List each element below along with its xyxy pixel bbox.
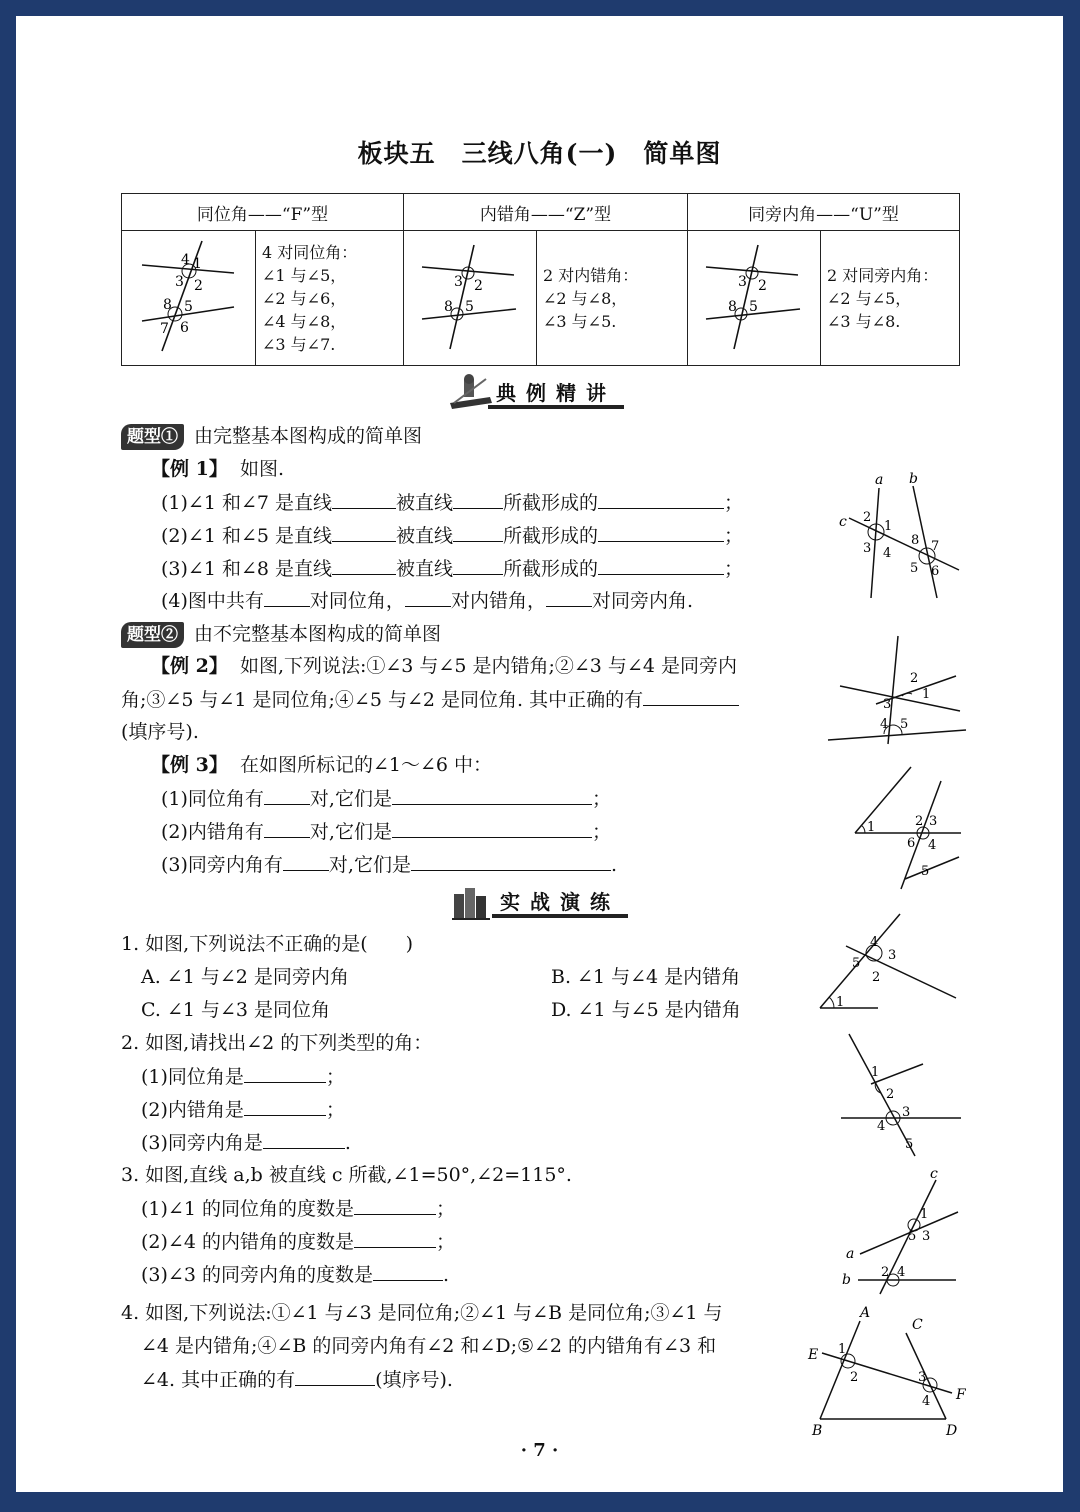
svg-text:4: 4 bbox=[883, 546, 892, 561]
problem1-stem: 1. 如图,下列说法不正确的是( ) bbox=[121, 933, 414, 955]
figure-problem-1 bbox=[820, 914, 956, 1010]
svg-text:4: 4 bbox=[877, 1119, 886, 1134]
banner-underline bbox=[492, 914, 628, 918]
svg-text:8: 8 bbox=[163, 297, 172, 313]
ex1-q2: (2)∠1 和∠5 是直线 被直线 所截形成的 ； bbox=[161, 525, 744, 547]
svg-text:5: 5 bbox=[910, 561, 919, 576]
figure-problem-2 bbox=[841, 1034, 961, 1156]
ex3-q2: (2)内错角有 对,它们是 ； bbox=[161, 821, 611, 843]
worksheet-page bbox=[16, 16, 1063, 1492]
svg-text:3: 3 bbox=[922, 1229, 931, 1244]
svg-text:5: 5 bbox=[921, 864, 930, 879]
problem1-option-d: D. ∠1 与∠5 是内错角 bbox=[551, 999, 741, 1021]
svg-text:F: F bbox=[956, 1387, 966, 1403]
svg-text:3: 3 bbox=[902, 1105, 911, 1120]
svg-text:B: B bbox=[812, 1423, 823, 1439]
problem4-line3: ∠4. 其中正确的有 (填序号). bbox=[141, 1369, 453, 1391]
svg-text:2: 2 bbox=[872, 970, 881, 985]
banner-examples bbox=[446, 373, 636, 413]
svg-text:E: E bbox=[808, 1347, 819, 1363]
svg-text:4: 4 bbox=[880, 717, 889, 732]
type1-heading: 题型① 由完整基本图构成的简单图 bbox=[121, 424, 422, 450]
svg-text:3: 3 bbox=[929, 814, 938, 829]
problem4-line2: ∠4 是内错角;④∠B 的同旁内角有∠2 和∠D;⑤∠2 的内错角有∠3 和 bbox=[141, 1335, 717, 1357]
ex3-q3: (3)同旁内角有 对,它们是 . bbox=[161, 854, 618, 876]
svg-text:1: 1 bbox=[867, 820, 876, 835]
banner-examples-text: 典例精讲 bbox=[496, 381, 616, 405]
svg-text:A: A bbox=[860, 1305, 871, 1321]
svg-text:3: 3 bbox=[863, 541, 872, 556]
svg-text:3: 3 bbox=[918, 1370, 927, 1385]
ex2-line3: (填序号). bbox=[121, 721, 199, 743]
svg-text:5: 5 bbox=[465, 299, 474, 315]
svg-text:2: 2 bbox=[915, 814, 924, 829]
ex1-q4: (4)图中共有 对同位角， 对内错角， 对同旁内角. bbox=[161, 590, 693, 612]
figure-z-type bbox=[404, 231, 537, 366]
ex2-line1: 【例 2】 如图,下列说法:①∠3 与∠5 是内错角;②∠3 与∠4 是同旁内 bbox=[151, 655, 737, 677]
books-icon bbox=[450, 882, 494, 922]
problem1-option-c: C. ∠1 与∠3 是同位角 bbox=[141, 999, 331, 1021]
angle-types-table bbox=[121, 193, 960, 366]
svg-text:1: 1 bbox=[871, 1065, 880, 1080]
svg-text:5: 5 bbox=[905, 1137, 914, 1152]
ex1-q3: (3)∠1 和∠8 是直线 被直线 所截形成的 ； bbox=[161, 558, 744, 580]
problem2-stem: 2. 如图,请找出∠2 的下列类型的角： bbox=[121, 1032, 433, 1054]
svg-text:3: 3 bbox=[738, 274, 747, 290]
svg-text:b: b bbox=[842, 1272, 851, 1288]
problem3-q3: (3)∠3 的同旁内角的度数是 . bbox=[141, 1264, 450, 1286]
svg-text:8: 8 bbox=[728, 299, 737, 315]
problem2-q1: (1)同位角是 ； bbox=[141, 1066, 345, 1088]
svg-text:4: 4 bbox=[922, 1394, 931, 1409]
figure-f-type bbox=[122, 231, 256, 366]
problem3-stem: 3. 如图,直线 a,b 被直线 c 所截,∠1=50°,∠2=115°. bbox=[121, 1164, 572, 1186]
svg-text:b: b bbox=[909, 471, 918, 487]
svg-text:6: 6 bbox=[931, 564, 940, 579]
svg-text:a: a bbox=[875, 472, 884, 488]
ex1-intro: 【例 1】 如图. bbox=[151, 458, 284, 480]
svg-text:2: 2 bbox=[194, 278, 203, 294]
svg-text:4: 4 bbox=[870, 935, 879, 950]
banner-practice bbox=[450, 882, 640, 922]
banner-practice-text: 实战演练 bbox=[500, 890, 620, 914]
svg-text:2: 2 bbox=[910, 671, 919, 686]
svg-text:a: a bbox=[846, 1246, 855, 1262]
problem2-q2: (2)内错角是 ； bbox=[141, 1099, 345, 1121]
svg-text:7: 7 bbox=[160, 321, 169, 337]
svg-text:5: 5 bbox=[900, 717, 909, 732]
svg-text:2: 2 bbox=[886, 1087, 895, 1102]
svg-text:1: 1 bbox=[838, 1342, 847, 1357]
svg-text:2: 2 bbox=[881, 1265, 890, 1280]
svg-text:1: 1 bbox=[884, 519, 893, 534]
svg-text:c: c bbox=[839, 514, 847, 530]
svg-text:D: D bbox=[946, 1423, 958, 1439]
svg-text:5: 5 bbox=[852, 956, 861, 971]
svg-text:c: c bbox=[930, 1166, 938, 1182]
banner-underline bbox=[488, 405, 624, 409]
problem4-line1: 4. 如图,下列说法:①∠1 与∠3 是同位角;②∠1 与∠B 是同位角;③∠1 与 bbox=[121, 1302, 723, 1324]
figure-example-3 bbox=[855, 767, 961, 889]
svg-text:4: 4 bbox=[897, 1265, 906, 1280]
problem1-option-b: B. ∠1 与∠4 是内错角 bbox=[551, 966, 741, 988]
svg-text:5: 5 bbox=[749, 299, 758, 315]
figure-example-2 bbox=[828, 636, 966, 744]
figure-problem-4 bbox=[807, 1305, 966, 1439]
svg-text:5: 5 bbox=[184, 299, 193, 315]
svg-text:5: 5 bbox=[908, 1229, 917, 1244]
type2-heading: 题型② 由不完整基本图构成的简单图 bbox=[121, 622, 441, 648]
svg-text:2: 2 bbox=[850, 1370, 859, 1385]
svg-text:2: 2 bbox=[863, 510, 872, 525]
problem2-q3: (3)同旁内角是 . bbox=[141, 1132, 351, 1154]
type2-tag: 题型② bbox=[121, 622, 184, 648]
u-type-description: 2 对同旁内角： ∠2 与∠5， ∠3 与∠8. bbox=[821, 231, 960, 366]
svg-text:1: 1 bbox=[193, 256, 202, 272]
ex3-q1: (1)同位角有 对,它们是 ； bbox=[161, 788, 611, 810]
problem1-option-a: A. ∠1 与∠2 是同旁内角 bbox=[141, 966, 349, 988]
svg-text:2: 2 bbox=[474, 278, 483, 294]
svg-text:4: 4 bbox=[181, 252, 190, 268]
ex1-q1: (1)∠1 和∠7 是直线 被直线 所截形成的 ； bbox=[161, 492, 744, 514]
svg-text:1: 1 bbox=[920, 1207, 929, 1222]
header-corresponding: 同位角——“F”型 bbox=[122, 194, 404, 231]
svg-text:3: 3 bbox=[175, 274, 184, 290]
page-title: 板块五 三线八角(一) 简单图 bbox=[357, 139, 722, 168]
svg-text:2: 2 bbox=[758, 278, 767, 294]
svg-text:4: 4 bbox=[928, 838, 937, 853]
svg-text:3: 3 bbox=[454, 274, 463, 290]
svg-text:1: 1 bbox=[836, 995, 845, 1010]
problem3-q2: (2)∠4 的内错角的度数是 ； bbox=[141, 1231, 455, 1253]
svg-text:C: C bbox=[912, 1317, 923, 1333]
f-type-description: 4 对同位角： ∠1 与∠5， ∠2 与∠6， ∠4 与∠8， ∠3 与∠7. bbox=[256, 231, 404, 366]
figure-u-type bbox=[688, 231, 821, 366]
svg-text:1: 1 bbox=[922, 687, 931, 702]
problem3-q1: (1)∠1 的同位角的度数是 ； bbox=[141, 1198, 455, 1220]
svg-text:8: 8 bbox=[911, 533, 920, 548]
header-alternate: 内错角——“Z”型 bbox=[404, 194, 688, 231]
svg-text:8: 8 bbox=[444, 299, 453, 315]
type1-tag: 题型① bbox=[121, 424, 184, 450]
page-number: · 7 · bbox=[520, 1440, 559, 1461]
svg-text:3: 3 bbox=[883, 697, 892, 712]
ex3-intro: 【例 3】 在如图所标记的∠1～∠6 中： bbox=[151, 754, 492, 776]
figure-problem-3 bbox=[842, 1166, 958, 1294]
header-cointerior: 同旁内角——“U”型 bbox=[688, 194, 960, 231]
svg-text:7: 7 bbox=[931, 539, 940, 554]
figure-example-1 bbox=[831, 456, 981, 606]
svg-text:6: 6 bbox=[907, 836, 916, 851]
svg-text:3: 3 bbox=[888, 948, 897, 963]
z-type-description: 2 对内错角： ∠2 与∠8， ∠3 与∠5. bbox=[537, 231, 688, 366]
svg-text:6: 6 bbox=[180, 320, 189, 336]
teacher-desk-icon bbox=[446, 373, 494, 413]
ex2-line2: 角;③∠5 与∠1 是同位角;④∠5 与∠2 是同位角. 其中正确的有 bbox=[121, 687, 739, 712]
